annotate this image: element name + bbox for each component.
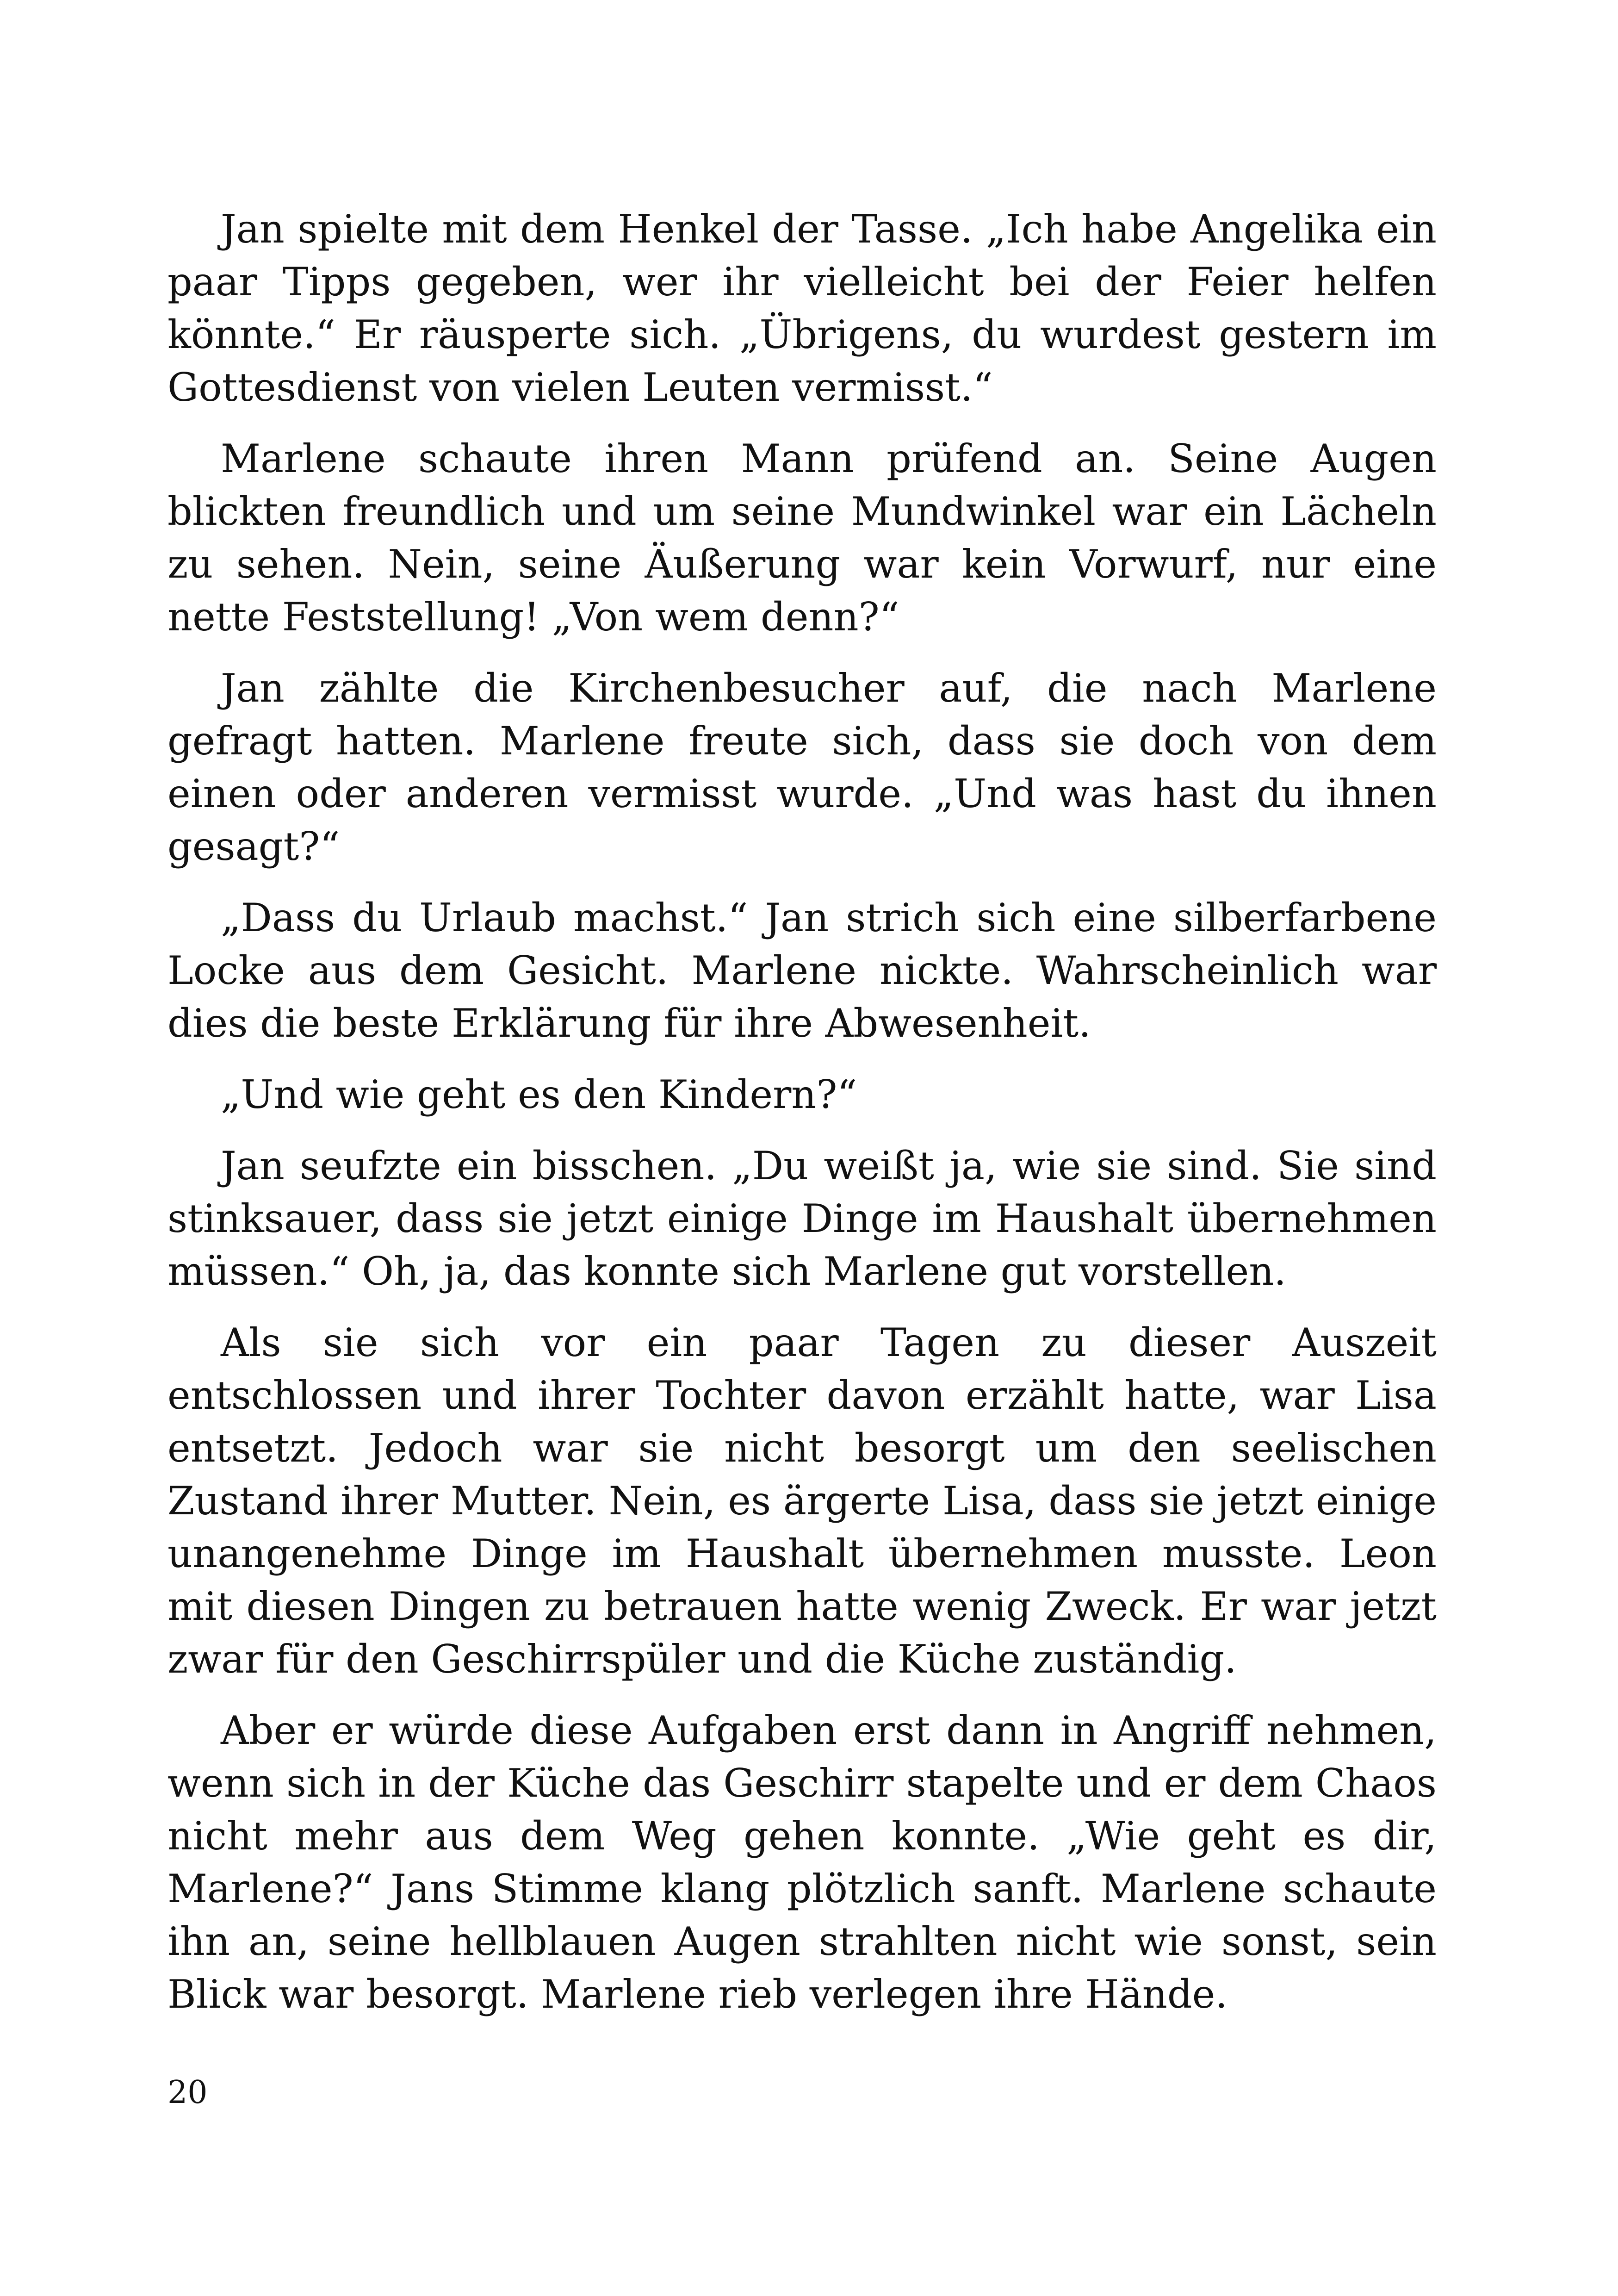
paragraph: Jan spielte mit dem Henkel der Tasse. „Ich habe Angelika ein paar Tipps gegeben, wer ihr vielleicht bei der Feier helfen könnte.“ Er räusperte sich. „Übrigens, du wurdest gestern im Gottesdienst von vielen Leuten vermisst.“ xyxy=(167,206,1437,410)
paragraph: Marlene schaute ihren Mann prüfend an. Seine Augen blickten freundlich und um seine Mundwinkel war ein Lächeln zu sehen. Nein, seine Äußerung war kein Vorwurf, nur eine nette Feststellung! „Von wem denn?“ xyxy=(167,436,1437,640)
paragraph: Jan zählte die Kirchenbesucher auf, die nach Marlene gefragt hatten. Marlene freute sich, dass sie doch von dem einen oder anderen vermisst wurde. „Und was hast du ihnen gesagt?“ xyxy=(167,666,1437,869)
paragraph: „Und wie geht es den Kindern?“ xyxy=(221,1072,857,1117)
paragraph: „Dass du Urlaub machst.“ Jan strich sich eine silberfarbene Locke aus dem Gesicht. Marlene nickte. Wahrscheinlich war dies die beste Erklärung für ihre Abwesenheit. xyxy=(167,895,1437,1046)
paragraph: Jan seufzte ein bisschen. „Du weißt ja, wie sie sind. Sie sind stinksauer, dass sie jetzt einige Dinge im Haushalt übernehmen müssen.“ Oh, ja, das konnte sich Marlene gut vorstellen. xyxy=(167,1143,1437,1294)
paragraph: Aber er würde diese Aufgaben erst dann in Angriff nehmen, wenn sich in der Küche das Geschirr stapelte und er dem Chaos nicht mehr aus dem Weg gehen konnte. „Wie geht es dir, Marlene?“ Jans Stimme klang plötzlich sanft. Marlene schaute ihn an, seine hellblauen Augen strahlten nicht wie sonst, sein Blick war besorgt. Marlene rieb verlegen ihre Hände. xyxy=(167,1708,1437,2017)
body-text xyxy=(167,203,1437,2039)
paragraph: Als sie sich vor ein paar Tagen zu dieser Auszeit entschlossen und ihrer Tochter davon erzählt hatte, war Lisa entsetzt. Jedoch war sie nicht besorgt um den seelischen Zustand ihrer Mutter. Nein, es ärgerte Lisa, dass sie jetzt einige unangenehme Dinge im Haushalt übernehmen musste. Leon mit diesen Dingen zu betrauen hatte wenig Zweck. Er war jetzt zwar für den Geschirrspüler und die Küche zuständig. xyxy=(167,1320,1437,1682)
page-number: 20 xyxy=(167,2074,208,2111)
